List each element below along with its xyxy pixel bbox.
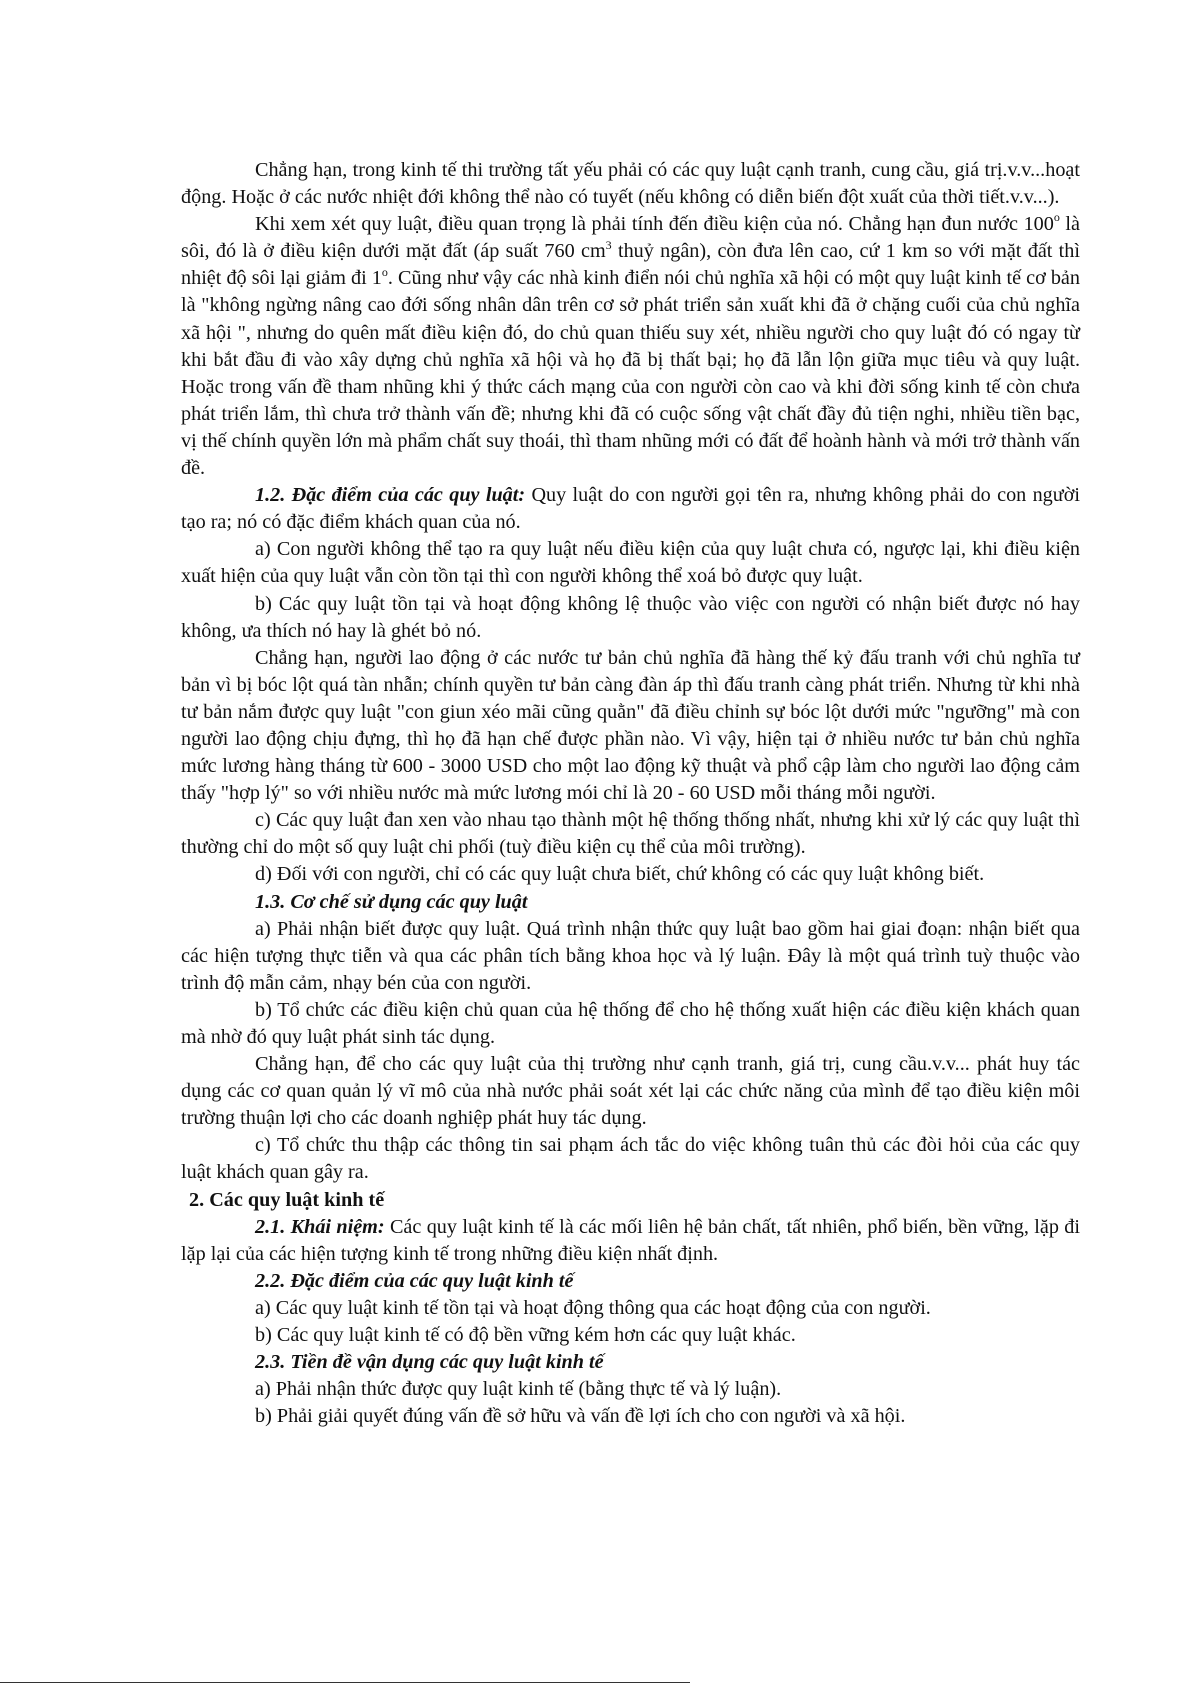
paragraph-law-conditions [181, 211, 1080, 482]
section-heading-2: 2. Các quy luật kinh tế [189, 1188, 385, 1211]
text-fragment: là sôi, đó là ở điều kiện dưới mặt đất (áp suất 760 cm [181, 213, 1080, 263]
paragraph-mechanism-b: b) Tổ chức các điều kiện chủ quan của hệ thống để cho hệ thống xuất hiện các điều kiện khách quan mà nhờ đó quy luật phát sinh tác dụng. [181, 998, 1080, 1048]
text-fragment: thuỷ ngân), còn đưa lên cao, cứ 1 km so với mặt đất thì nhiệt độ sôi lại giảm đi 1 [181, 240, 1080, 290]
text-fragment: Khi xem xét quy luật, điều quan trọng là phải tính đến điều kiện của nó. Chẳng hạn đun nước 100 [255, 213, 1054, 236]
section-heading-2-1: 2.1. Khái niệm: [255, 1215, 385, 1238]
document-page [181, 157, 1080, 1430]
section-heading-2-2: 2.2. Đặc điểm của các quy luật kinh tế [255, 1269, 574, 1292]
section-heading-1-2: 1.2. Đặc điểm của các quy luật: [255, 484, 526, 507]
paragraph-item-b: b) Các quy luật tồn tại và hoạt động không lệ thuộc vào việc con người có nhận biết được nó hay không, ưa thích nó hay là ghét bỏ nó. [181, 592, 1080, 642]
paragraph-market-regulation-example: Chẳng hạn, để cho các quy luật của thị trường như cạnh tranh, giá trị, cung cầu.v.v... phát huy tác dụng các cơ quan quản lý vĩ mô của nhà nước phải soát xét lại các chức năng của mình để tạo điều kiện môi trường thuận lợi cho các doanh nghiệp phát huy tác dụng. [181, 1053, 1080, 1130]
superscript-cubic: 3 [605, 237, 612, 252]
paragraph-mechanism-c: c) Tổ chức thu thập các thông tin sai phạm ách tắc do việc không tuân thủ các đòi hỏi của các quy luật khách quan gây ra. [181, 1134, 1080, 1184]
paragraph-item-c: c) Các quy luật đan xen vào nhau tạo thành một hệ thống thống nhất, nhưng khi xử lý các quy luật thì thường chỉ do một số quy luật chi phối (tuỳ điều kiện cụ thể của môi trường). [181, 809, 1080, 859]
superscript-degree: o [1053, 210, 1060, 225]
paragraph-mechanism-a: a) Phải nhận biết được quy luật. Quá trình nhận thức quy luật bao gồm hai giai đoạn: nhận biết qua các hiện tượng thực tiễn và qua các phân tích bằng khoa học và lý luận. Đây là một quá trình tuỳ thuộc vào trình độ mẫn cảm, nhạy bén của con người. [181, 917, 1080, 994]
paragraph-econ-feature-b: b) Các quy luật kinh tế có độ bền vững kém hơn các quy luật khác. [255, 1324, 796, 1347]
paragraph-section-2-1 [181, 1214, 1080, 1268]
paragraph-section-1-2 [181, 482, 1080, 536]
paragraph-market-example: Chẳng hạn, trong kinh tế thi trường tất yếu phải có các quy luật cạnh tranh, cung cầu, giá trị.v.v...hoạt động. Hoặc ở các nước nhiệt đới không thể nào có tuyết (nếu không có diễn biến đột xuất của thời tiết.v.v...). [181, 159, 1080, 209]
paragraph-capitalism-example: Chẳng hạn, người lao động ở các nước tư bản chủ nghĩa đã hàng thế kỷ đấu tranh với chủ nghĩa tư bản vì bị bóc lột quá tàn nhẫn; chính quyền tư bản càng đàn áp thì đấu tranh càng phát triển. Nhưng từ khi nhà tư bản nắm được quy luật "con giun xéo mãi cũng quằn" đã điều chỉnh sự bóc lột dưới mức "ngưỡng" mà con người lao động chịu đựng, thì họ đã hạn chế được phần nào. Vì vậy, hiện tại ở nhiều nước tư bản chủ nghĩa mức lương hàng tháng từ 600 - 3000 USD cho một lao động kỹ thuật và phổ cập làm cho người lao động cảm thấy "hợp lý" so với nhiều nước mà mức lương mói chỉ là 20 - 60 USD mỗi tháng mỗi người. [181, 646, 1080, 805]
superscript-degree: o [381, 264, 388, 279]
section-heading-2-3: 2.3. Tiền đề vận dụng các quy luật kinh tế [255, 1351, 604, 1374]
paragraph-premise-a: a) Phải nhận thức được quy luật kinh tế (bằng thực tế và lý luận). [255, 1378, 782, 1401]
text-fragment: Các quy luật kinh tế là các mối liên hệ bản chất, tất nhiên, phổ biến, bền vững, lặp đi lặp lại của các hiện tượng kinh tế trong những điều kiện nhất định. [181, 1215, 1080, 1265]
paragraph-econ-feature-a: a) Các quy luật kinh tế tồn tại và hoạt động thông qua các hoạt động của con người. [255, 1296, 931, 1319]
section-heading-1-3: 1.3. Cơ chế sử dụng các quy luật [255, 890, 528, 913]
text-fragment: Quy luật do con người gọi tên ra, nhưng không phải do con người tạo ra; nó có đặc điểm khách quan của nó. [181, 484, 1081, 534]
paragraph-premise-b: b) Phải giải quyết đúng vấn đề sở hữu và vấn đề lợi ích cho con người và xã hội. [255, 1405, 906, 1428]
text-fragment: . Cũng như vậy các nhà kinh điển nói chủ nghĩa xã hội có một quy luật kinh tế cơ bản là "không ngừng nâng cao đới sống nhân dân trên cơ sở phát triển sản xuất khi đã ở chặng cuối của chủ nghĩa xã hội ", nhưng do quên mất điều kiện đó, do chủ quan thiếu suy xét, nhiều người cho quy luật đó có ngay từ khi bắt đầu đi vào xây dựng chủ nghĩa xã hội và họ đã bị thất bại; họ đã lẫn lộn giữa mục tiêu và quy luật. Hoặc trong vấn đề tham nhũng khi ý thức cách mạng của con người còn cao và khi đời sống kinh tế còn chưa phát triển lắm, thì chưa trở thành vấn đề; nhưng khi đã có cuộc sống vật chất đầy đủ tiện nghi, nhiều tiền bạc, vị thế chính quyền lớn mà phẩm chất suy thoái, thì tham nhũng mới có đất để hoành hành và mới trở thành vấn đề. [181, 267, 1080, 480]
paragraph-item-a: a) Con người không thể tạo ra quy luật nếu điều kiện của quy luật chưa có, ngược lại, khi điều kiện xuất hiện của quy luật vẫn còn tồn tại thì con người không thể xoá bỏ được quy luật. [181, 538, 1080, 588]
paragraph-item-d: d) Đối với con người, chỉ có các quy luật chưa biết, chứ không có các quy luật không biết. [255, 863, 985, 886]
page-bottom-rule [0, 1682, 690, 1683]
